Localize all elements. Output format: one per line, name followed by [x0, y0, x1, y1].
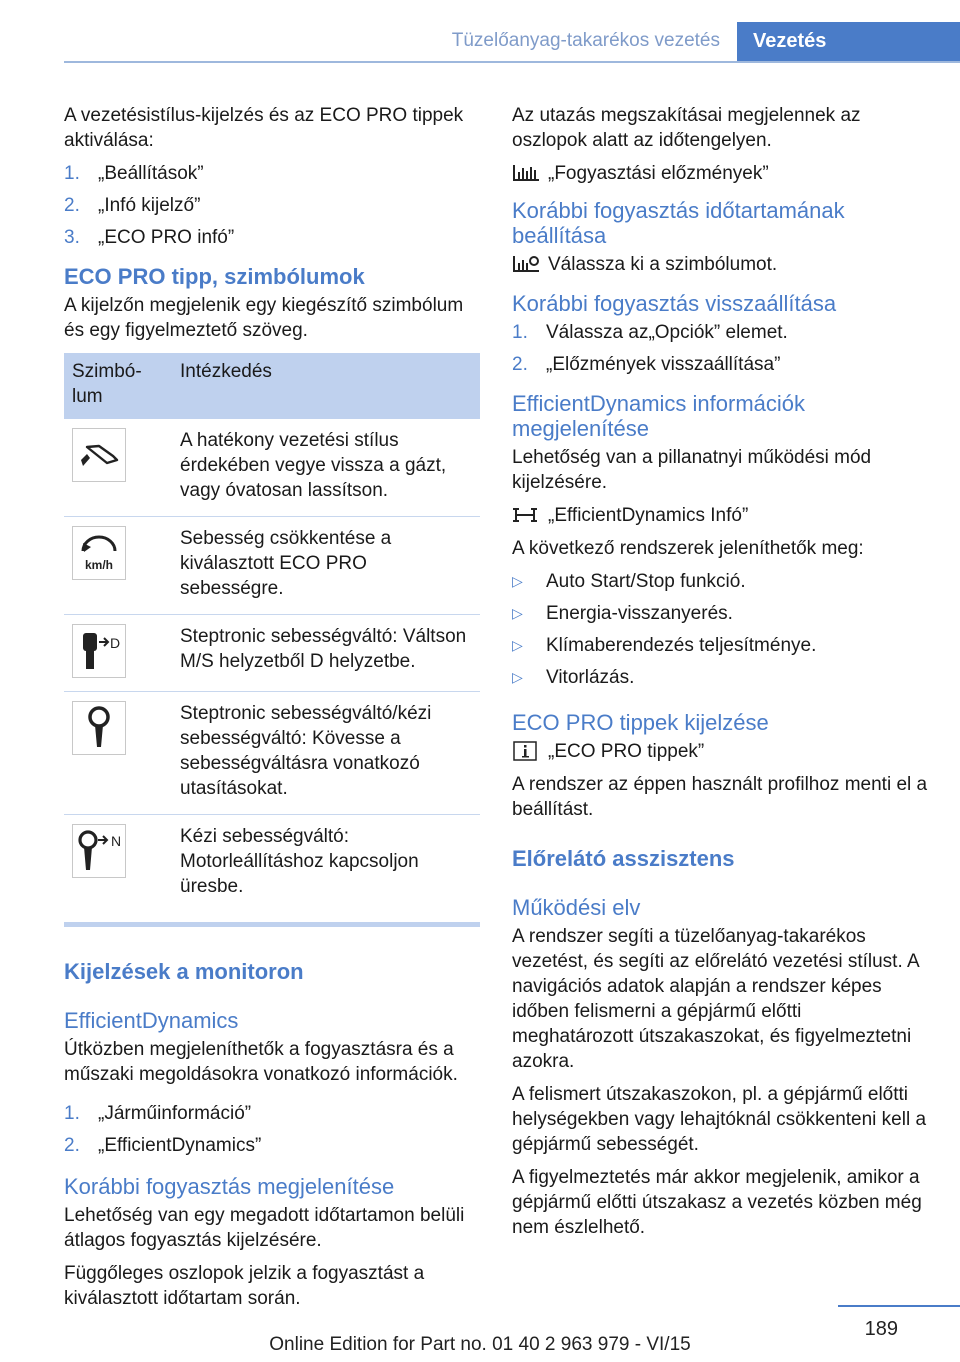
list-item	[512, 352, 928, 377]
step-number: 3.	[64, 227, 80, 248]
principle-paragraph-3: A figyelmeztetés már akkor megjelenik, amikor a gépjármű előtti útszakasz a vezetés közben még nem észlelhető.	[512, 1167, 922, 1238]
list-item	[512, 665, 928, 690]
history-paragraph-1: Lehetőség van egy megadott időtartamon belüli átlagos fogyasztás kijelzésére.	[64, 1205, 465, 1251]
activation-steps	[64, 161, 480, 250]
edinfo-heading: EfficientDynamics információk megjelenítése	[512, 391, 806, 441]
foot-pedal-icon	[72, 428, 126, 482]
action-cell: Steptronic sebességváltó: Váltson M/S helyzetből D helyzetbe.	[172, 615, 480, 692]
page-number: 189	[864, 1318, 898, 1340]
principle-heading: Működési elv	[512, 895, 641, 920]
symbols-heading: ECO PRO tipp, szimbólumok	[64, 264, 365, 289]
list-item	[64, 193, 480, 218]
symbol-cell	[64, 517, 172, 615]
period-heading: Korábbi fogyasztás időtartamának beállítása	[512, 198, 845, 248]
step-text: Válassza az„Opciók” elemet.	[546, 322, 788, 343]
step-number: 2.	[64, 1135, 80, 1156]
step-number: 1.	[512, 322, 528, 343]
table-header-row	[64, 353, 480, 419]
bar-chart-icon	[512, 163, 540, 183]
gear-lever-icon	[72, 701, 126, 755]
svg-text:D: D	[109, 635, 121, 651]
systems-list	[512, 569, 928, 690]
gear-selector-d-icon	[72, 624, 126, 678]
list-item	[64, 225, 480, 250]
col-action-header: Intézkedés	[172, 353, 480, 419]
step-text: „Infó kijelző”	[98, 195, 201, 216]
history-paragraph-2: Függőleges oszlopok jelzik a fogyasztást a kiválasztott időtartam során.	[64, 1263, 425, 1309]
history-icon-line	[512, 161, 928, 186]
action-cell: Steptronic sebességváltó/kézi sebességváltó: Kövesse a sebességváltásra vonatkozó utasításokat.	[172, 692, 480, 815]
triangle-bullet-icon: ▷	[512, 637, 523, 653]
triangle-bullet-icon: ▷	[512, 573, 523, 589]
svg-text:km/h: km/h	[84, 558, 114, 572]
tips-heading: ECO PRO tippek kijelzése	[512, 710, 769, 735]
triangle-bullet-icon: ▷	[512, 669, 523, 685]
table-row	[64, 419, 480, 517]
table-end-rule	[64, 922, 480, 927]
tips-icon-text: „ECO PRO tippek”	[548, 741, 705, 762]
step-number: 2.	[512, 354, 528, 375]
list-item	[512, 569, 928, 594]
system-text: Vitorlázás.	[546, 667, 635, 688]
right-column	[512, 103, 928, 1248]
col-symbol-header: Szimbó-lum	[64, 353, 172, 419]
predictive-heading: Előrelátó asszisztens	[512, 846, 735, 871]
step-text: „Beállítások”	[98, 163, 204, 184]
symbol-cell	[64, 692, 172, 815]
intro-text: A vezetésistílus-kijelzés és az ECO PRO tippek aktiválása:	[64, 105, 464, 151]
history-icon-text: „Fogyasztási előzmények”	[548, 163, 769, 184]
table-row	[64, 615, 480, 692]
step-number: 1.	[64, 1103, 80, 1124]
info-icon	[512, 741, 540, 761]
history-heading: Korábbi fogyasztás megjelenítése	[64, 1174, 395, 1199]
symbol-cell	[64, 615, 172, 692]
action-cell: Sebesség csökkentése a kiválasztott ECO PRO sebességre.	[172, 517, 480, 615]
header-section-title: Tüzelőanyag-takarékos vezetés	[451, 30, 720, 51]
symbols-table	[64, 353, 480, 912]
step-text: „Járműinformáció”	[98, 1103, 252, 1124]
left-column	[64, 103, 480, 1319]
tips-icon-line	[512, 739, 928, 764]
symbol-cell	[64, 419, 172, 517]
edinfo-icon-line	[512, 503, 928, 528]
table-row	[64, 815, 480, 913]
list-item	[64, 1101, 480, 1126]
reset-heading: Korábbi fogyasztás visszaállítása	[512, 291, 837, 316]
list-item	[512, 601, 928, 626]
list-item	[64, 1133, 480, 1158]
action-cell: Kézi sebességváltó: Motorleállításhoz kapcsoljon üresbe.	[180, 826, 419, 897]
efficientdynamics-heading: EfficientDynamics	[64, 1008, 239, 1033]
table-row	[64, 692, 480, 815]
period-icon-line	[512, 252, 928, 277]
principle-paragraph-1: A rendszer segíti a tüzelőanyag-takarékos vezetést, és segíti az előrelátó vezetési stílust. A navigációs adatok alapján a rendszer képes időben felismerni a gépjármű előtti meghatározott útszakaszokat, és figyelmeztetni azokra.	[512, 926, 919, 1072]
edinfo-icon-text: „EfficientDynamics Infó”	[548, 505, 749, 526]
step-text: „Előzmények visszaállítása”	[546, 354, 781, 375]
list-item	[64, 161, 480, 186]
edinfo-paragraph: Lehetőség van a pillanatnyi működési mód kijelzésére.	[512, 447, 872, 493]
principle-paragraph-2: A felismert útszakaszokon, pl. a gépjármű előtti helységekben vagy lehajtóknál csökkenteni kell a gépjármű sebességét.	[512, 1084, 927, 1155]
efficientdynamics-steps	[64, 1101, 480, 1158]
system-text: Klímaberendezés teljesítménye.	[546, 635, 817, 656]
step-number: 2.	[64, 195, 80, 216]
reset-steps	[512, 320, 928, 377]
system-text: Auto Start/Stop funkció.	[546, 571, 746, 592]
step-text: „ECO PRO infó”	[98, 227, 235, 248]
triangle-bullet-icon: ▷	[512, 605, 523, 621]
symbol-cell	[64, 815, 172, 913]
system-text: Energia-visszanyerés.	[546, 603, 733, 624]
symbols-intro: A kijelzőn megjelenik egy kiegészítő szimbólum és egy figyelmeztető szöveg.	[64, 295, 464, 341]
tips-paragraph: A rendszer az éppen használt profilhoz menti el a beállítást.	[512, 774, 928, 820]
step-number: 1.	[64, 163, 80, 184]
car-drivetrain-icon	[512, 505, 540, 525]
svg-text:N: N	[110, 833, 122, 849]
bar-chart-settings-icon	[512, 254, 540, 274]
action-cell: A hatékony vezetési stílus érdekében vegye vissza a gázt, vagy óvatosan lassítson.	[172, 419, 480, 517]
page-number-rule	[838, 1305, 960, 1307]
gear-lever-n-icon	[72, 824, 126, 878]
efficientdynamics-intro: Útközben megjeleníthetők a fogyasztásra és a műszaki megoldásokra vonatkozó információk.	[64, 1039, 458, 1085]
speedometer-kmh-icon	[72, 526, 126, 580]
table-row	[64, 517, 480, 615]
header-chapter-tab: Vezetés	[737, 22, 960, 63]
period-icon-text: Válassza ki a szimbólumot.	[548, 254, 778, 275]
step-text: „EfficientDynamics”	[98, 1135, 262, 1156]
footer-edition: Online Edition for Part no. 01 40 2 963 979 - VI/15	[269, 1334, 691, 1355]
systems-intro: A következő rendszerek jeleníthetők meg:	[512, 538, 864, 559]
monitor-heading: Kijelzések a monitoron	[64, 959, 304, 984]
list-item	[512, 633, 928, 658]
trip-paragraph: Az utazás megszakításai megjelennek az oszlopok alatt az időtengelyen.	[512, 105, 861, 151]
list-item	[512, 320, 928, 345]
header-rule	[64, 61, 960, 63]
